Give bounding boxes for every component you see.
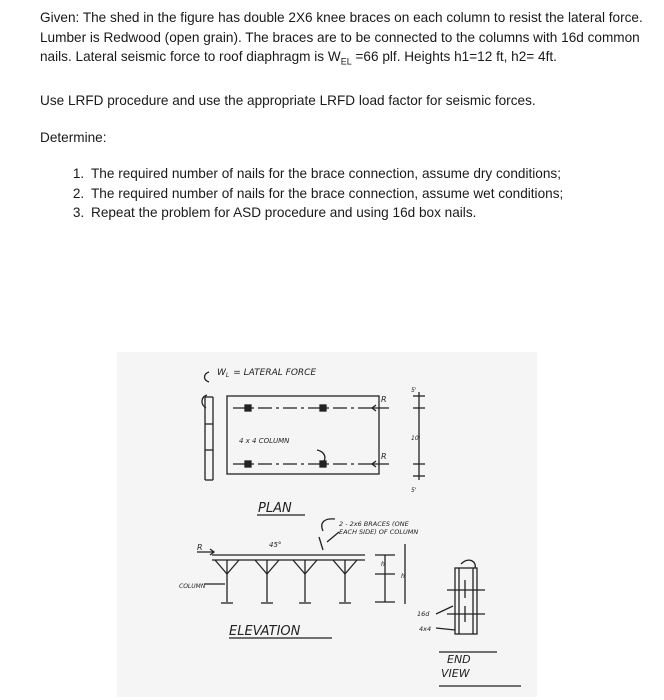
given-tail-text: =66 plf. Heights h1=12 ft, h2= 4ft. — [351, 49, 557, 64]
elevation-view — [197, 532, 405, 604]
problem-statement — [40, 8, 652, 223]
reaction-bottom: R — [381, 452, 387, 461]
brace-note-line2: EACH SIDE) OF COLUMN — [339, 528, 419, 536]
plan-title: PLAN — [258, 501, 292, 516]
reaction-elevation: R — [197, 543, 203, 552]
given-subscript: EL — [340, 56, 352, 67]
dim-bottom: 5' — [411, 487, 417, 494]
height-h2: h — [381, 561, 385, 568]
plan-view — [202, 392, 425, 480]
given-text: Given: The shed in the figure has double 2X6 knee braces on each column to resist the lateral force. Lumber is Redwood (open grain). The braces are to be connected to the columns with 16d common nails. Lateral seismic force to roof diaphragm is W — [40, 10, 643, 64]
nail-label: 16d — [417, 610, 430, 618]
column-note: 4 x 4 COLUMN — [239, 437, 290, 445]
given-paragraph — [40, 8, 652, 72]
load-label: $W_L$ = LATERAL FORCE — [217, 368, 317, 379]
shed-figure-drawing — [117, 352, 537, 697]
determine-label: Determine: — [40, 129, 107, 145]
dim-mid: 10' — [411, 435, 421, 442]
task-item-1: 1. The required number of nails for the brace connection, assume dry conditions; — [88, 164, 652, 184]
end-view-title-line1: END — [447, 653, 471, 666]
shed-figure — [117, 352, 537, 697]
brace-note-line1: 2 - 2x6 BRACES (ONE — [339, 520, 409, 528]
reaction-top: R — [381, 395, 387, 404]
column-label: COLUMN — [179, 583, 206, 590]
post-label: 4x4 — [419, 625, 432, 633]
brace-angle: 45° — [269, 541, 282, 549]
elevation-title: ELEVATION — [229, 624, 301, 639]
lrfd-instruction: Use LRFD procedure and use the appropriate LRFD load factor for seismic forces. — [40, 93, 536, 109]
task-list — [40, 164, 652, 223]
height-h1: h — [401, 573, 405, 580]
task-item-2: 2. The required number of nails for the brace connection, assume wet conditions; — [88, 184, 652, 204]
task-item-3: 3. Repeat the problem for ASD procedure and using 16d box nails. — [88, 203, 652, 223]
end-view-title-line2: VIEW — [441, 667, 470, 680]
dim-top: 5' — [411, 387, 417, 394]
